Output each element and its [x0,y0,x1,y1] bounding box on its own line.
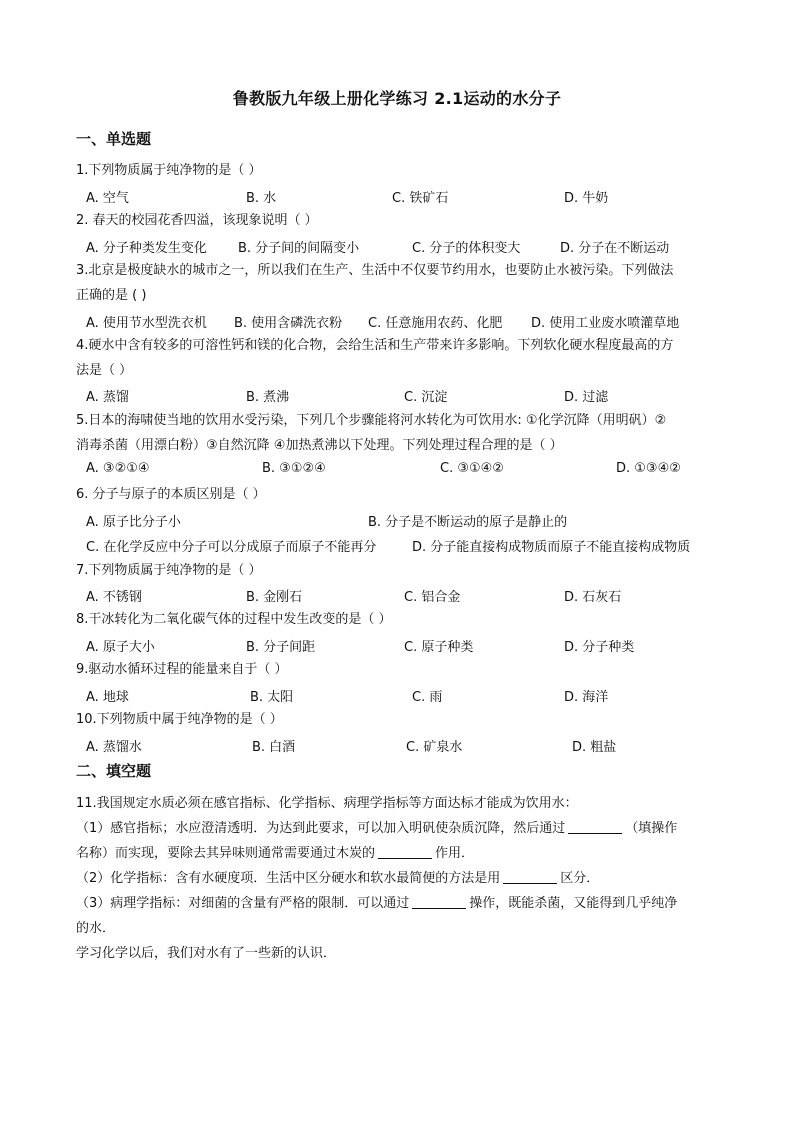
text: 作用． [435,846,475,861]
option-d: D. 石灰石 [564,590,622,605]
option-d: D. ①③④② [616,461,681,476]
section-single-choice: 一、单选题 [76,130,152,148]
option-c: C. 铝合金 [404,590,461,605]
answer-blank[interactable] [378,844,432,859]
option-c: C. ③①④② [440,461,504,476]
option-c: C. 沉淀 [404,390,448,405]
option-d: D. 粗盐 [572,740,617,755]
option-d: D. 分子在不断运动 [560,241,670,256]
option-d: D. 使用工业废水喷灌草地 [531,316,680,331]
answer-blank[interactable] [412,894,466,909]
question-6-options-row-1 [86,511,726,533]
option-c: C. 雨 [412,690,443,705]
question-11-stem: 11.我国规定水质必须在感官指标、化学指标、病理学指标等方面达标才能成为饮用水： [76,796,578,811]
option-a: A. ③②①④ [86,461,150,476]
question-10-stem: 10.下列物质中属于纯净物的是（ ） [76,712,283,727]
option-d: D. 分子种类 [564,640,635,655]
option-a: A. 空气 [86,191,129,206]
question-7-stem: 7.下列物质属于纯净物的是（ ） [76,563,262,578]
option-c: C. 铁矿石 [392,191,449,206]
question-6-options-row-2 [86,536,726,558]
question-6-stem: 6. 分子与原子的本质区别是（ ） [76,487,266,502]
option-b: B. ③①②④ [262,461,326,476]
answer-blank[interactable] [568,819,622,834]
option-b: B. 煮沸 [246,390,290,405]
question-3-stem-line-1: 3.北京是极度缺水的城市之一，所以我们在生产、生活中不仅要节约用水，也要防止水被污染。下列做法 [76,263,674,278]
text: （填操作 [625,821,678,836]
option-c: C. 分子的体积变大 [412,241,521,256]
text: （3）病理学指标：对细菌的含量有严格的限制．可以通过 [76,896,410,911]
section-fill-in: 二、填空题 [76,762,152,780]
option-a: A. 使用节水型洗衣机 [86,316,207,331]
question-3-options [86,312,726,334]
option-c: C. 任意施用农药、化肥 [368,316,503,331]
question-8-options [86,636,726,658]
option-b: B. 分子间距 [246,640,316,655]
question-11-part-1-line-2 [76,841,718,866]
question-5-stem-line-1: 5.日本的海啸使当地的饮用水受污染，下列几个步骤能将河水转化为可饮用水: ①化学沉降（用明矾）② [76,413,667,428]
option-b: B. 水 [246,191,277,206]
page-title: 鲁教版九年级上册化学练习 2.1运动的水分子 [232,89,562,108]
question-11-part-2 [76,866,718,891]
text: 操作，既能杀菌，又能得到几乎纯净 [469,896,678,911]
question-1-stem: 1.下列物质属于纯净物的是（ ） [76,163,262,178]
question-2-stem: 2. 春天的校园花香四溢，该现象说明（ ） [76,213,318,228]
question-8-stem: 8.干冰转化为二氧化碳气体的过程中发生改变的是（ ） [76,612,392,627]
option-c: C. 原子种类 [404,640,474,655]
text: 区分． [560,871,600,886]
option-b: B. 分子间的间隔变小 [238,241,360,256]
option-a: A. 不锈钢 [86,590,142,605]
text: （2）化学指标：含有水硬度项．生活中区分硬水和软水最简便的方法是用 [76,871,501,886]
option-a: A. 蒸馏 [86,390,129,405]
text: （1）感官指标；水应澄清透明．为达到此要求，可以加入明矾使杂质沉降，然后通过 [76,821,566,836]
question-9-options [86,686,726,708]
question-11-part-3-line-1 [76,891,718,916]
option-c: C. 矿泉水 [406,740,463,755]
option-d: D. 过滤 [564,390,609,405]
question-11-part-1-line-1 [76,816,718,841]
option-a: A. 蒸馏水 [86,740,142,755]
question-10-options [86,736,726,758]
option-d: D. 分子能直接构成物质而原子不能直接构成物质 [412,540,691,555]
question-7-options [86,586,726,608]
option-a: A. 原子大小 [86,640,155,655]
question-1-options [86,187,726,209]
question-5-stem-line-2: 消毒杀菌（用漂白粉）③自然沉降 ④加热煮沸以下处理。下列处理过程合理的是（ ） [76,438,563,453]
question-9-stem: 9.驱动水循环过程的能量来自于（ ） [76,662,288,677]
option-b: B. 白酒 [252,740,296,755]
option-a: A. 原子比分子小 [86,515,181,530]
question-5-options [86,461,726,483]
question-11-part-3-line-2: 的水． [76,921,116,936]
question-4-options [86,386,726,408]
text: 名称）而实现，要除去其异味则通常需要通过木炭的 [76,846,376,861]
option-a: A. 分子种类发生变化 [86,241,207,256]
option-b: B. 金刚石 [246,590,303,605]
option-c: C. 在化学反应中分子可以分成原子而原子不能再分 [86,540,377,555]
option-d: D. 海洋 [564,690,609,705]
option-d: D. 牛奶 [564,191,609,206]
question-4-stem-line-2: 法是（ ） [76,363,133,378]
option-a: A. 地球 [86,690,129,705]
option-b: B. 使用含磷洗衣粉 [234,316,343,331]
question-3-stem-line-2: 正确的是 ( ) [76,288,147,303]
option-b: B. 分子是不断运动的原子是静止的 [368,515,568,530]
answer-blank[interactable] [503,869,557,884]
question-4-stem-line-1: 4.硬水中含有较多的可溶性钙和镁的化合物，会给生活和生产带来许多影响。下列软化硬水程度最高的方 [76,338,674,353]
question-2-options [86,237,726,259]
closing-line: 学习化学以后，我们对水有了一些新的认识． [76,946,337,961]
option-b: B. 太阳 [250,690,294,705]
